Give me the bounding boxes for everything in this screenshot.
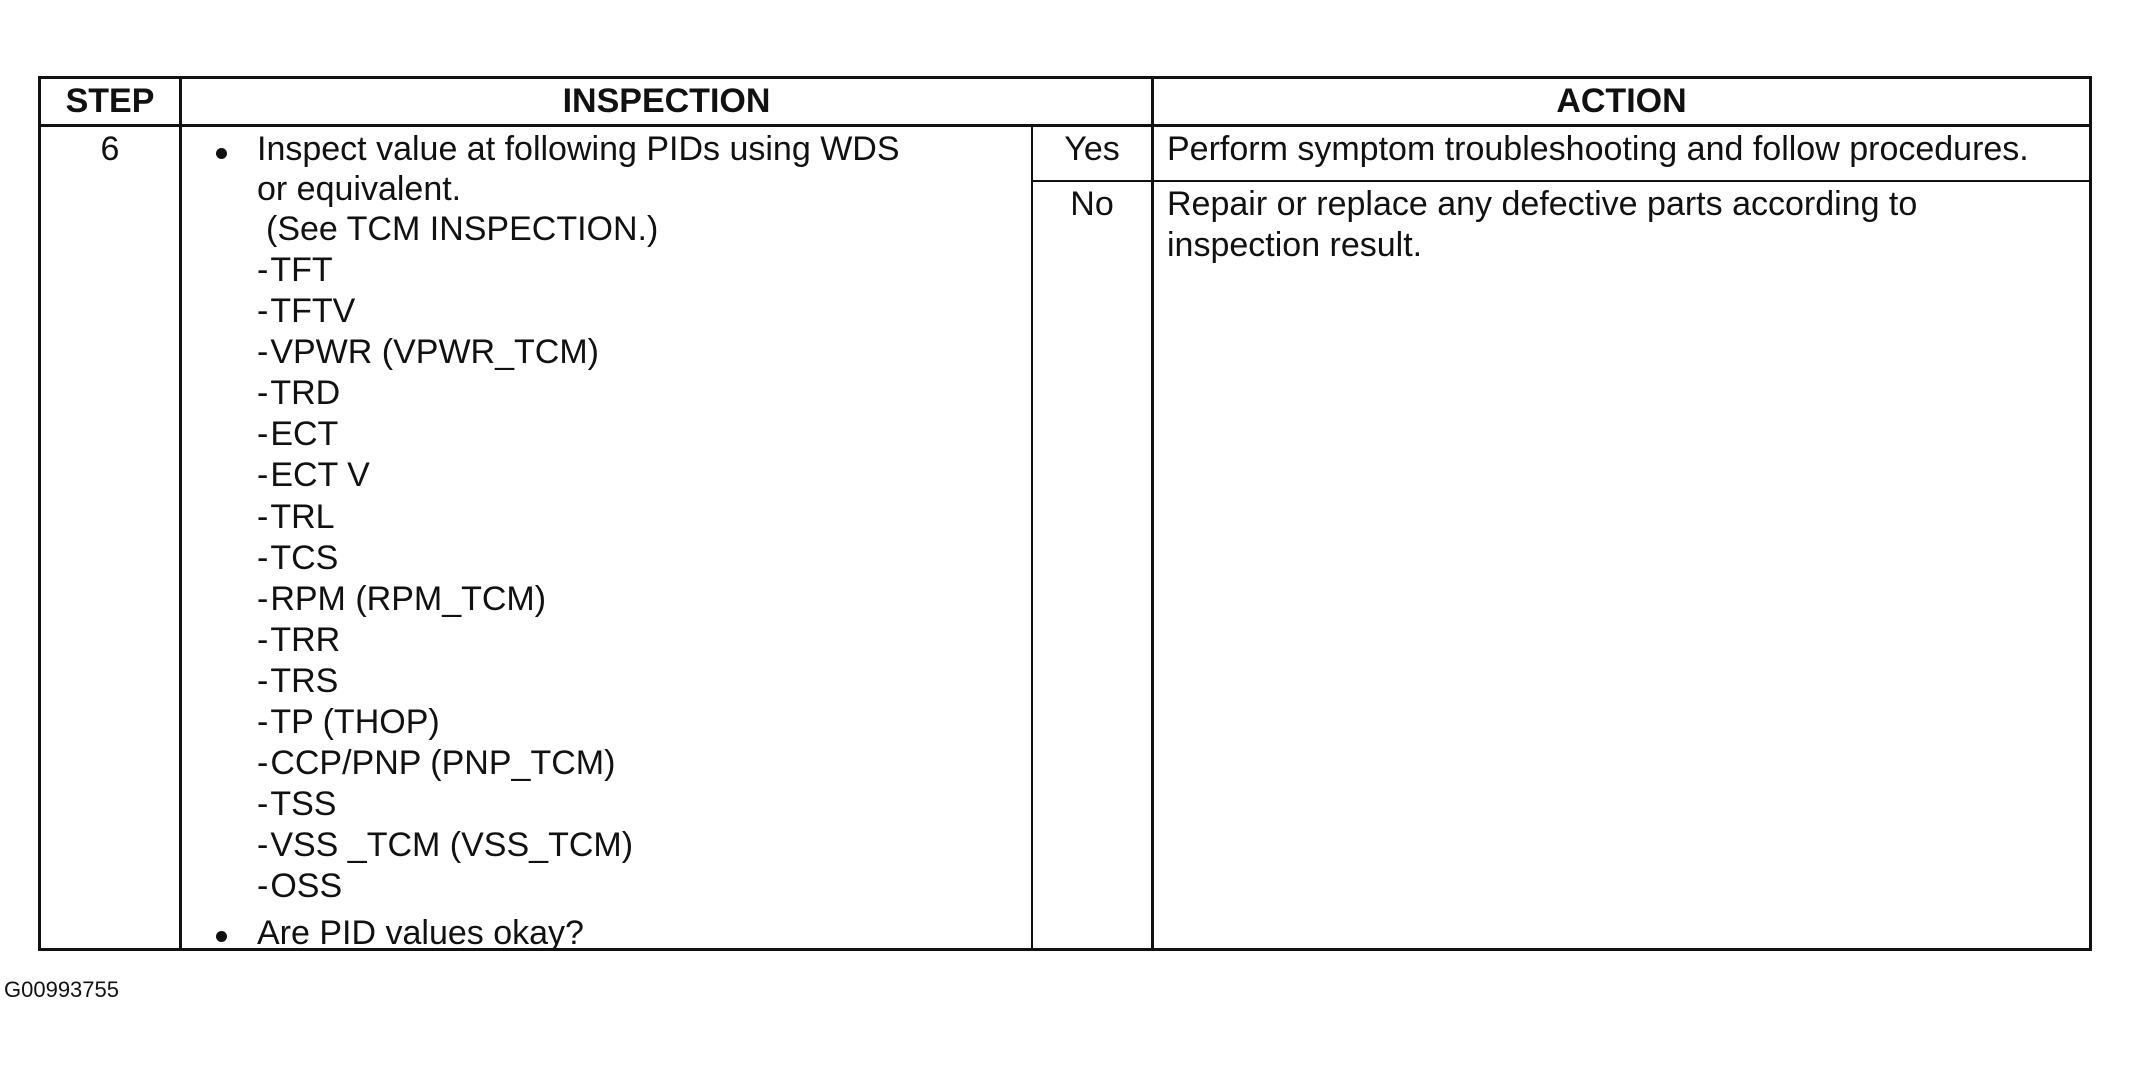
pid-list bbox=[257, 250, 633, 908]
pid-item: -VPWR (VPWR_TCM) bbox=[257, 333, 599, 372]
inspection-line: Inspect value at following PIDs using WDS bbox=[257, 130, 900, 168]
inspection-reference: (See TCM INSPECTION.) bbox=[266, 210, 659, 248]
pid-item: -ECT V bbox=[257, 456, 370, 495]
pid-item: -TRD bbox=[257, 374, 341, 413]
bullet-icon bbox=[216, 148, 227, 159]
action-no: Repair or replace any defective parts according to inspection result. bbox=[1167, 185, 1918, 264]
answer-no: No bbox=[1070, 185, 1114, 223]
pid-item: -VSS _TCM (VSS_TCM) bbox=[257, 826, 634, 865]
pid-item: -RPM (RPM_TCM) bbox=[257, 579, 547, 618]
pid-item: -TFTV bbox=[257, 292, 356, 331]
figure-id: G00993755 bbox=[4, 977, 119, 1002]
header-action: ACTION bbox=[1154, 79, 2089, 127]
inspection-line: or equivalent. bbox=[257, 170, 462, 208]
header-inspection: INSPECTION bbox=[182, 79, 1154, 127]
pid-item: -OSS bbox=[257, 867, 343, 906]
action-yes: Perform symptom troubleshooting and follow procedures. bbox=[1154, 127, 2089, 182]
pid-item: -TRR bbox=[257, 620, 341, 659]
pid-item: -TP (THOP) bbox=[257, 703, 440, 742]
header-step: STEP bbox=[41, 79, 182, 127]
bullet-icon bbox=[216, 931, 227, 942]
pid-item: -TRL bbox=[257, 497, 335, 536]
inspection-cell bbox=[182, 127, 1033, 952]
step-number: 6 bbox=[41, 127, 182, 948]
pid-item: -TRS bbox=[257, 661, 339, 700]
action-column bbox=[1154, 127, 2089, 948]
answer-column bbox=[1033, 127, 1154, 948]
inspection-question: Are PID values okay? bbox=[257, 914, 584, 952]
pid-item: -TSS bbox=[257, 785, 337, 824]
pid-item: -TFT bbox=[257, 251, 333, 289]
pid-item: -TCS bbox=[257, 538, 339, 577]
pid-item: -CCP/PNP (PNP_TCM) bbox=[257, 744, 616, 783]
diagnostic-table bbox=[38, 76, 2092, 951]
pid-item: -ECT bbox=[257, 415, 339, 454]
answer-yes: Yes bbox=[1033, 127, 1151, 182]
